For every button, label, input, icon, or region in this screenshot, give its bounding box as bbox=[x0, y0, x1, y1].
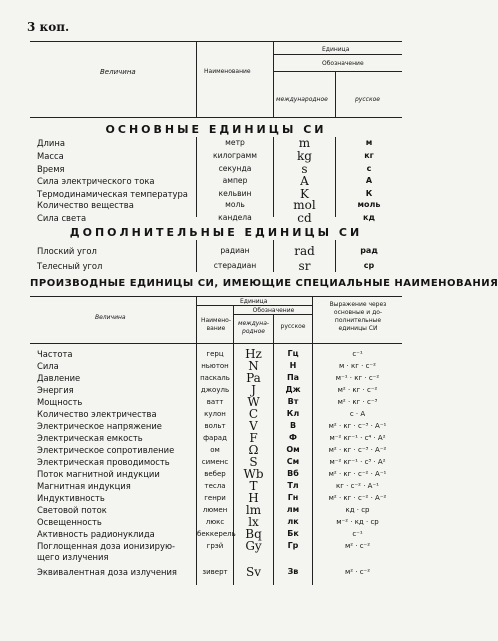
russian-symbol: Зв bbox=[287, 567, 299, 576]
unit-name: зиверт bbox=[202, 568, 228, 576]
derived-header-rule-unit bbox=[196, 305, 312, 306]
quantity-name: Энергия bbox=[37, 385, 74, 395]
russian-symbol: Ом bbox=[286, 445, 300, 454]
unit-name: килограмм bbox=[213, 151, 257, 160]
intl-symbol: lm bbox=[245, 503, 262, 517]
russian-symbol: ср bbox=[363, 261, 375, 270]
unit-name: паскаль bbox=[200, 374, 230, 382]
intl-symbol: F bbox=[249, 431, 258, 445]
quantity-name: Электрическое напряжение bbox=[37, 421, 162, 431]
header-designation: Обозначение bbox=[322, 60, 364, 67]
quantity-name: Активность радионуклида bbox=[37, 529, 155, 539]
unit-name: беккерель bbox=[197, 530, 236, 538]
intl-symbol: sr bbox=[298, 259, 311, 273]
quantity-name: Масса bbox=[37, 151, 64, 161]
derived-header-expr-4: единицы СИ bbox=[338, 325, 378, 332]
intl-symbol: C bbox=[248, 407, 259, 421]
russian-symbol: моль bbox=[357, 200, 381, 209]
unit-name: вебер bbox=[204, 470, 226, 478]
si-expression: м⁻² кг⁻¹ · с³ · А² bbox=[329, 458, 386, 466]
unit-name: ватт bbox=[206, 398, 224, 406]
intl-symbol: W bbox=[247, 395, 260, 409]
unit-name: метр bbox=[225, 138, 245, 147]
derived-header-intl-1: междуна- bbox=[237, 320, 270, 327]
quantity-name: Количество вещества bbox=[37, 200, 134, 210]
si-expression: м² · кг · с⁻² · А⁻² bbox=[328, 494, 387, 502]
section-title-base-units: ОСНОВНЫЕ ЕДИНИЦЫ СИ bbox=[105, 123, 327, 136]
header-divider-1 bbox=[196, 41, 197, 117]
intl-symbol: Ω bbox=[248, 443, 259, 457]
intl-symbol: T bbox=[249, 479, 258, 493]
russian-symbol: Тл bbox=[287, 481, 299, 490]
russian-symbol: К bbox=[365, 189, 373, 198]
intl-symbol: Bq bbox=[245, 527, 262, 541]
derived-header-expr-3: полнительные bbox=[334, 317, 382, 324]
header-name: Наименование bbox=[204, 68, 251, 75]
si-expression: м² · кг · с⁻³ bbox=[337, 398, 378, 406]
quantity-name: Электрическая проводимость bbox=[37, 457, 170, 467]
russian-symbol: м bbox=[365, 138, 373, 147]
unit-name: кельвин bbox=[218, 189, 252, 198]
quantity-name: Мощность bbox=[37, 397, 83, 407]
intl-symbol: kg bbox=[297, 149, 312, 163]
russian-symbol: лк bbox=[287, 517, 299, 526]
header-top-rule bbox=[30, 41, 402, 42]
header-international: международное bbox=[276, 96, 328, 103]
unit-name: джоуль bbox=[200, 386, 230, 394]
intl-symbol: J bbox=[251, 383, 256, 397]
si-expression: с⁻¹ bbox=[352, 530, 363, 538]
quantity-name: Время bbox=[37, 164, 65, 174]
unit-name: радиан bbox=[220, 246, 250, 255]
unit-name: люмен bbox=[202, 506, 228, 514]
unit-name: ампер bbox=[222, 176, 248, 185]
intl-symbol: S bbox=[249, 455, 258, 469]
russian-symbol: кг bbox=[364, 151, 374, 160]
intl-symbol: s bbox=[301, 162, 308, 176]
unit-name: ом bbox=[210, 446, 220, 454]
quantity-name: Плоский угол bbox=[37, 246, 97, 256]
si-expression: м⁻² кг⁻¹ · с⁴ · А² bbox=[329, 434, 386, 442]
russian-symbol: рад bbox=[360, 246, 378, 255]
intl-symbol: lx bbox=[248, 515, 259, 529]
si-expression: м² · с⁻² bbox=[344, 568, 371, 576]
russian-symbol: В bbox=[289, 421, 297, 430]
derived-header-bottom-rule bbox=[30, 343, 402, 344]
header-value: Величина bbox=[100, 68, 136, 76]
section-title-derived-units: ПРОИЗВОДНЫЕ ЕДИНИЦЫ СИ, ИМЕЮЩИЕ СПЕЦИАЛЬНЫЕ НАИМЕНОВАНИЯ bbox=[30, 278, 498, 289]
quantity-name: Освещенность bbox=[37, 517, 102, 527]
russian-symbol: Бк bbox=[287, 529, 299, 538]
russian-symbol: Гц bbox=[287, 349, 299, 358]
derived-header-unit: Единица bbox=[240, 298, 268, 305]
quantity-name: Индуктивность bbox=[37, 493, 105, 503]
unit-name: тесла bbox=[204, 482, 226, 490]
intl-symbol: mol bbox=[293, 198, 316, 212]
unit-name: секунда bbox=[218, 164, 252, 173]
russian-symbol: с bbox=[366, 164, 372, 173]
quantity-name: Сила света bbox=[37, 213, 87, 223]
derived-header-designation: Обозначение bbox=[252, 307, 295, 314]
unit-name: моль bbox=[225, 200, 245, 209]
derived-header-name-1: Наимено- bbox=[200, 317, 232, 324]
quantity-name: Длина bbox=[37, 138, 65, 148]
quantity-name: Световой поток bbox=[37, 505, 107, 515]
unit-name: ньютон bbox=[201, 362, 229, 370]
quantity-name: Поглощенная доза ионизирую- щего излучения bbox=[37, 541, 176, 562]
quantity-name: Давление bbox=[37, 373, 81, 383]
si-expression: м² · кг · с⁻³ · А⁻¹ bbox=[328, 422, 387, 430]
derived-header-expr-1: Выражение через bbox=[329, 301, 387, 308]
header-unit: Единица bbox=[322, 46, 350, 53]
russian-symbol: лм bbox=[286, 505, 300, 514]
unit-name: кулон bbox=[204, 410, 226, 418]
derived-header-russian: русское bbox=[280, 323, 306, 330]
derived-header-name-2: вание bbox=[206, 325, 226, 332]
russian-symbol: Гр bbox=[287, 541, 299, 550]
derived-header-value: Величина bbox=[95, 314, 126, 321]
russian-symbol: кд bbox=[363, 213, 375, 222]
header-divider-2 bbox=[273, 41, 274, 117]
si-expression: м² · с⁻² bbox=[344, 542, 371, 550]
intl-symbol: rad bbox=[294, 244, 315, 258]
derived-header-top-rule bbox=[30, 296, 402, 297]
intl-symbol: V bbox=[249, 419, 258, 433]
quantity-name: Термодинамическая температура bbox=[37, 189, 188, 199]
unit-name: сименс bbox=[201, 458, 229, 466]
unit-name: вольт bbox=[204, 422, 226, 430]
russian-symbol: Вб bbox=[287, 469, 299, 478]
derived-header-divider-1 bbox=[196, 296, 197, 343]
si-expression: кд · ср bbox=[345, 506, 370, 514]
quantity-name: Электрическая емкость bbox=[37, 433, 143, 443]
unit-name: кандела bbox=[218, 213, 252, 222]
header-russian: русское bbox=[355, 96, 380, 103]
intl-symbol: Hz bbox=[245, 347, 262, 361]
russian-symbol: А bbox=[365, 176, 373, 185]
russian-symbol: Кл bbox=[286, 409, 300, 418]
header-rule-designation bbox=[273, 71, 402, 72]
si-expression: с⁻¹ bbox=[352, 350, 363, 358]
russian-symbol: Н bbox=[289, 361, 297, 370]
si-expression: м · кг · с⁻² bbox=[339, 362, 376, 370]
russian-symbol: Ф bbox=[289, 433, 297, 442]
header-rule-unit bbox=[273, 54, 402, 55]
si-expression: с · А bbox=[349, 410, 366, 418]
header-bottom-rule bbox=[30, 117, 402, 118]
intl-symbol: cd bbox=[297, 211, 312, 225]
quantity-name: Телесный угол bbox=[37, 261, 103, 271]
quantity-name: Эквивалентная доза излучения bbox=[37, 567, 177, 577]
quantity-name: Количество электричества bbox=[37, 409, 157, 419]
russian-symbol: Гн bbox=[287, 493, 299, 502]
unit-name: грэй bbox=[206, 542, 224, 550]
si-expression: м² · кг · с⁻² · А⁻¹ bbox=[328, 470, 387, 478]
unit-name: герц bbox=[206, 350, 224, 358]
russian-symbol: Вт bbox=[287, 397, 299, 406]
quantity-name: Сила bbox=[37, 361, 59, 371]
intl-symbol: K bbox=[300, 187, 309, 201]
intl-symbol: Wb bbox=[243, 467, 264, 481]
unit-name: генри bbox=[204, 494, 226, 502]
russian-symbol: См bbox=[286, 457, 300, 466]
header-divider-3 bbox=[335, 71, 336, 117]
russian-symbol: Дж bbox=[285, 385, 301, 394]
unit-name: стерадиан bbox=[213, 261, 257, 270]
intl-symbol: m bbox=[298, 136, 311, 150]
intl-symbol: N bbox=[248, 359, 259, 373]
section-title-supplementary-units: ДОПОЛНИТЕЛЬНЫЕ ЕДИНИЦЫ СИ bbox=[69, 226, 363, 239]
intl-symbol: A bbox=[300, 174, 309, 188]
intl-symbol: Pa bbox=[246, 371, 261, 385]
si-expression: кг · с⁻² · А⁻¹ bbox=[336, 482, 379, 490]
quantity-name: Частота bbox=[37, 349, 73, 359]
si-expression: м⁻¹ · кг · с⁻² bbox=[335, 374, 380, 382]
si-expression: м⁻² · кд · ср bbox=[336, 518, 379, 526]
unit-name: люкс bbox=[205, 518, 225, 526]
si-expression: м² · кг · с⁻³ · А⁻² bbox=[328, 446, 387, 454]
si-expression: м² · кг · с⁻² bbox=[337, 386, 378, 394]
derived-header-intl-2: родное bbox=[242, 328, 265, 335]
intl-symbol: H bbox=[248, 491, 259, 505]
derived-header-expr-2: основные и до- bbox=[333, 309, 383, 316]
price-label: 3 коп. bbox=[27, 20, 70, 34]
quantity-name: Сила электрического тока bbox=[37, 176, 155, 186]
russian-symbol: Па bbox=[286, 373, 300, 382]
quantity-name: Поток магнитной индукции bbox=[37, 469, 160, 479]
derived-header-divider-4 bbox=[312, 296, 313, 343]
unit-name: фарад bbox=[203, 434, 227, 442]
intl-symbol: Sv bbox=[246, 565, 261, 579]
intl-symbol: Gy bbox=[245, 539, 262, 553]
quantity-name: Электрическое сопротивление bbox=[37, 445, 175, 455]
quantity-name: Магнитная индукция bbox=[37, 481, 131, 491]
